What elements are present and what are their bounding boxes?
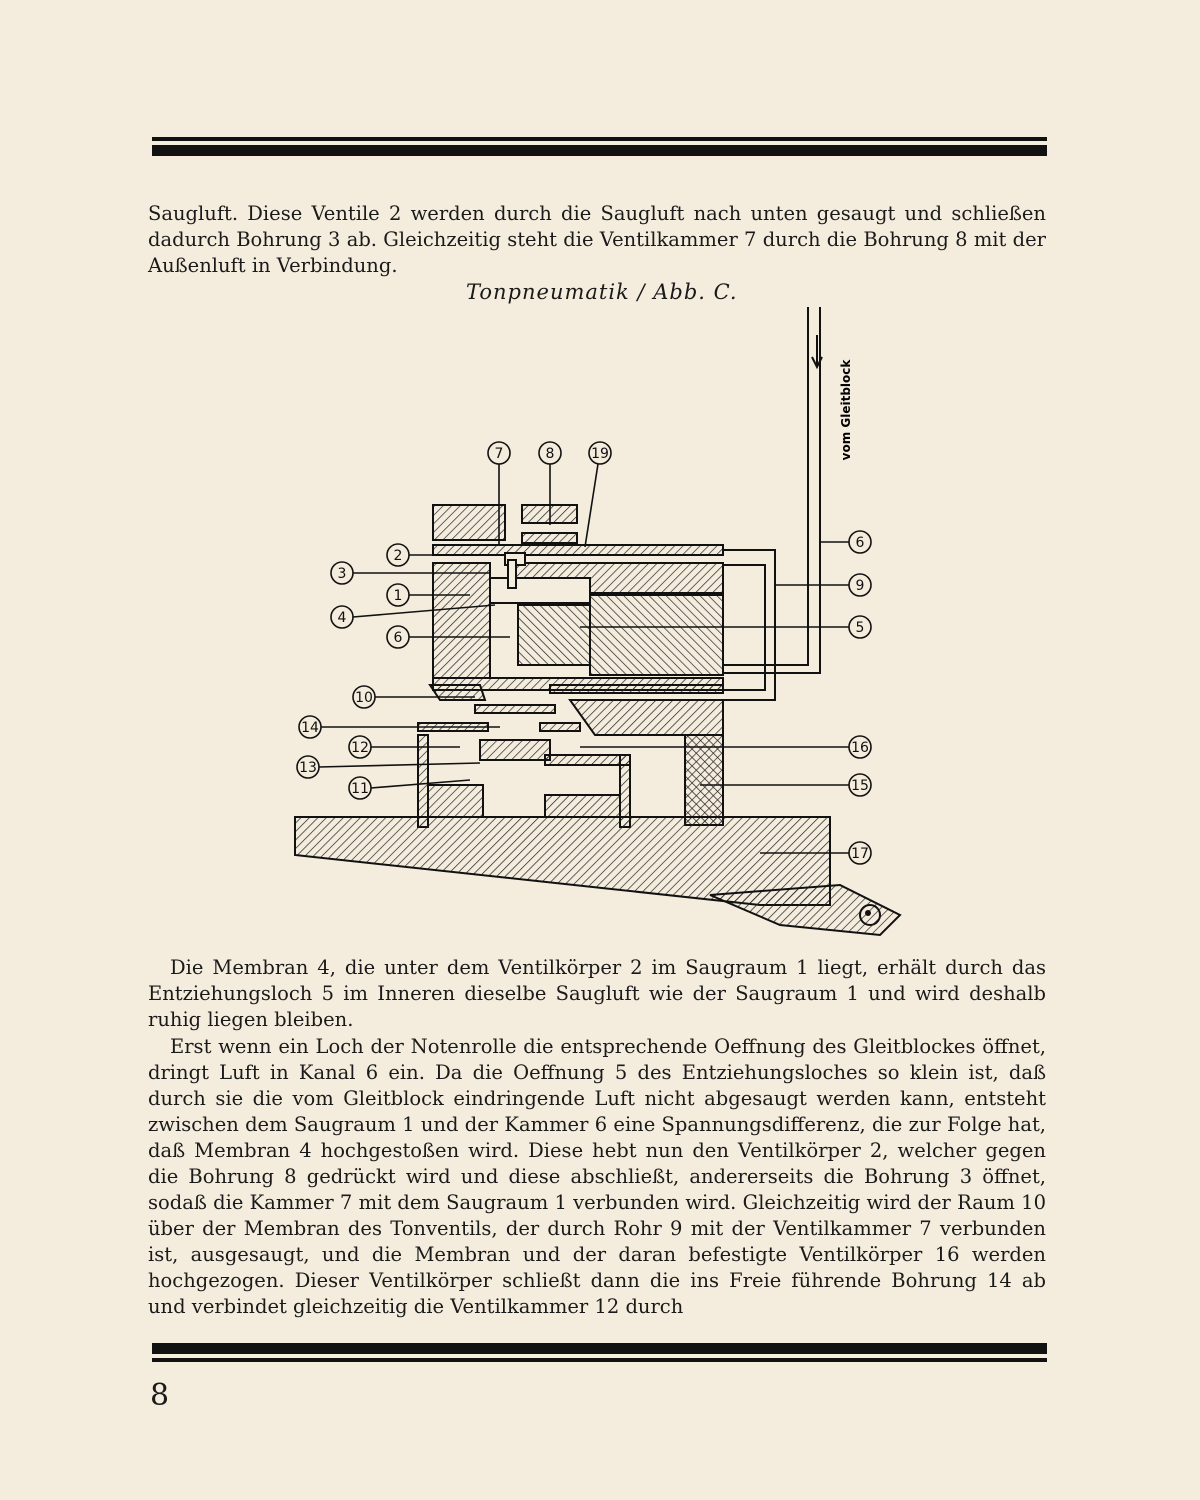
callout-2: 2 <box>393 548 403 564</box>
vom-gleitblock-label: vom Gleitblock <box>839 359 853 461</box>
figure-caption: Tonpneumatik / Abb. C. <box>466 280 738 304</box>
callout-10: 10 <box>355 690 373 706</box>
callout-9: 9 <box>855 578 865 594</box>
paragraph-3: Erst wenn ein Loch der Notenrolle die entsprechende Oeffnung des Gleitblockes öffnet, dringt Luft in Kanal 6 ein. Da die Oeffnung 5 des Entziehungsloches so klein ist, daß durch sie die vom Gleitblock eindringende Luft nicht abgesaugt werden kann, entsteht zwischen dem Saugraum 1 und der Kammer 6 eine Spannungsdifferenz, die zur Folge hat, daß Membran 4 hochgestoßen wird. Diese hebt nun den Ventilkörper 2, welcher gegen die Bohrung 8 gedrückt wird und diese abschließt, andererseits die Bohrung 3 öffnet, sodaß die Kammer 7 mit dem Saugraum 1 verbunden wird. Gleichzeitig wird der Raum 10 über der Membran des Tonventils, der durch Rohr 9 mit der Ventilkammer 7 verbunden ist, ausgesaugt, und die Membran und der daran befestigte Ventilkörper 16 werden hochgezogen. Dieser Ventilkörper schließt dann die ins Freie führende Bohrung 14 ab und verbindet gleichzeitig die Ventilkammer 12 durch <box>148 1035 1046 1318</box>
pipes <box>723 307 822 700</box>
tone-valve-block <box>418 685 723 827</box>
callout-13: 13 <box>299 760 317 776</box>
paragraph-2: Die Membran 4, die unter dem Ventilkörper 2 im Saugraum 1 liegt, erhält durch das Entziehungsloch 5 im Inneren dieselbe Saugluft wie der Saugraum 1 und wird deshalb ruhig liegen bleiben. <box>148 956 1046 1031</box>
callout-7: 7 <box>494 446 504 462</box>
valve-16 <box>685 735 723 825</box>
callout-14: 14 <box>301 720 319 736</box>
tonpneumatik-diagram <box>280 295 920 955</box>
upper-chambers <box>490 553 590 603</box>
callout-19: 19 <box>591 446 609 462</box>
callout-1: 1 <box>393 588 403 604</box>
paragraph-top: Saugluft. Diese Ventile 2 werden durch die Saugluft nach unten gesaugt und schließen dadurch Bohrung 3 ab. Gleichzeitig steht die Ventilkammer 7 durch die Bohrung 8 mit der Außenluft in Verbindung. <box>148 202 1046 277</box>
callout-5: 5 <box>855 620 865 636</box>
callout-3: 3 <box>337 566 347 582</box>
bottom-rule-thick <box>152 1343 1047 1354</box>
callout-8: 8 <box>545 446 555 462</box>
key-lever <box>295 817 900 935</box>
bottom-rule-thin <box>152 1358 1047 1362</box>
callout-4: 4 <box>337 610 347 626</box>
top-rule-thick <box>152 145 1047 156</box>
callout-6-right: 6 <box>855 535 865 551</box>
top-rule-thin <box>152 137 1047 141</box>
page-number: 8 <box>150 1378 170 1413</box>
callout-16: 16 <box>851 740 869 756</box>
callout-15: 15 <box>851 778 869 794</box>
callout-6-left: 6 <box>393 630 403 646</box>
callout-17: 17 <box>851 846 869 862</box>
callout-11: 11 <box>351 781 369 797</box>
callout-12: 12 <box>351 740 369 756</box>
